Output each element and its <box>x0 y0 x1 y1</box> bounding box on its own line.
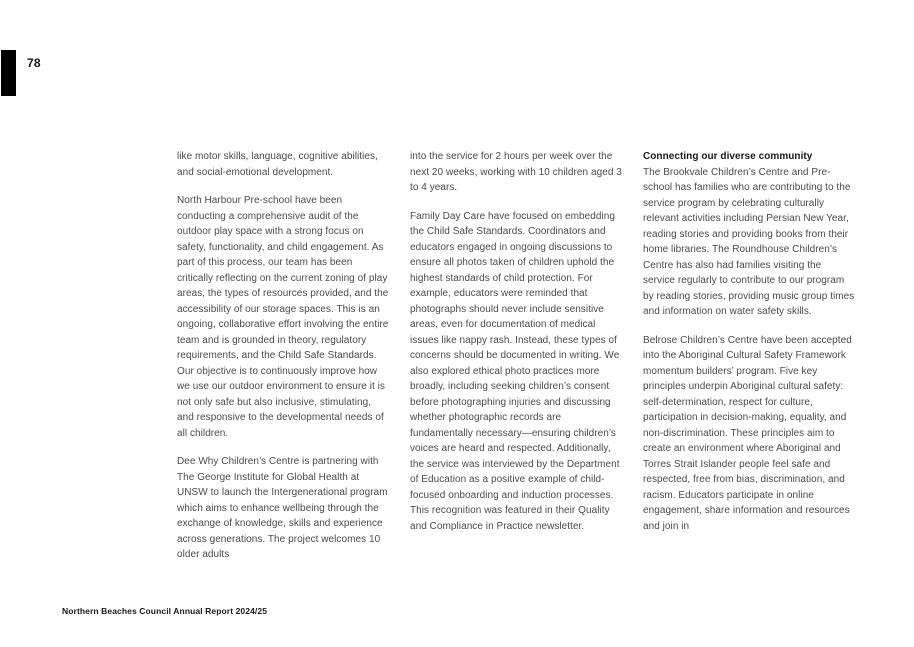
footer-text: Northern Beaches Council Annual Report 2024/25 <box>62 606 268 616</box>
paragraph: Family Day Care have focused on embedding the Child Safe Standards. Coordinators and educators engaged in ongoing discussions to ensure all photos taken of children uphold the highest standards of child protection. For example, educators were reminded that photographs should never include sensitive areas, even for documentation of medical issues like nappy rash. Instead, these types of concerns should be documented in writing. We also explored ethical photo practices more broadly, including seeking children’s consent before photographing injuries and discussing whether photographic records are fundamentally necessary—ensuring children’s voices are heard and respected. Additionally, the service was interviewed by the Department of Education as a positive example of child-focused onboarding and induction processes. This recognition was featured in their Quality and Compliance in Practice newsletter. <box>410 210 620 532</box>
paragraph: into the service for 2 hours per week over the next 20 weeks, working with 10 children aged 3 to 4 years. <box>410 151 622 193</box>
page-number: 78 <box>27 56 41 70</box>
paragraph: Dee Why Children’s Centre is partnering with The George Institute for Global Health at UNSW to launch the Intergenerational program which aims to enhance wellbeing through the exchange of knowledge, skills and experience across generations. The project welcomes 10 older adults <box>177 456 388 560</box>
paragraph: North Harbour Pre-school have been conducting a comprehensive audit of the outdoor play space with a strong focus on safety, functionality, and child engagement. As part of this process, our team has been critically reflecting on the current zoning of play areas, the types of resources provided, and the accessibility of our storage spaces. This is an ongoing, collaborative effort involving the entire team and is grounded in theory, regulatory requirements, and the Child Safe Standards. Our objective is to continuously improve how we use our outdoor environment to ensure it is not only safe but also inclusive, stimulating, and responsive to the developmental needs of all children. <box>177 195 389 439</box>
paragraph: like motor skills, language, cognitive abilities, and social-emotional development. <box>177 151 378 178</box>
column-2 <box>410 149 623 576</box>
column-3 <box>643 149 856 576</box>
section-heading: Connecting our diverse community <box>643 151 813 162</box>
paragraph: The Brookvale Children’s Centre and Pre-school has families who are contributing to the service program by celebrating culturally relevant activities including Persian New Year, reading stories and providing books from their home libraries. The Roundhouse Children’s Centre has also had families visiting the service regularly to contribute to our program by reading stories, providing music group times and information on water safety skills. <box>643 166 855 317</box>
column-1 <box>177 149 390 576</box>
content-columns <box>177 149 856 576</box>
paragraph: Belrose Children’s Centre have been accepted into the Aboriginal Cultural Safety Framework momentum builders’ program. Five key principles underpin Aboriginal cultural safety: self-determination, respect for culture, participation in decision-making, equality, and non-discrimination. These principles aim to create an environment where Aboriginal and Torres Strait Islander people feel safe and respected, free from bias, discrimination, and racism. Educators participate in online engagement, share information and resources and join in <box>643 334 852 532</box>
page-tab-marker <box>1 50 16 96</box>
